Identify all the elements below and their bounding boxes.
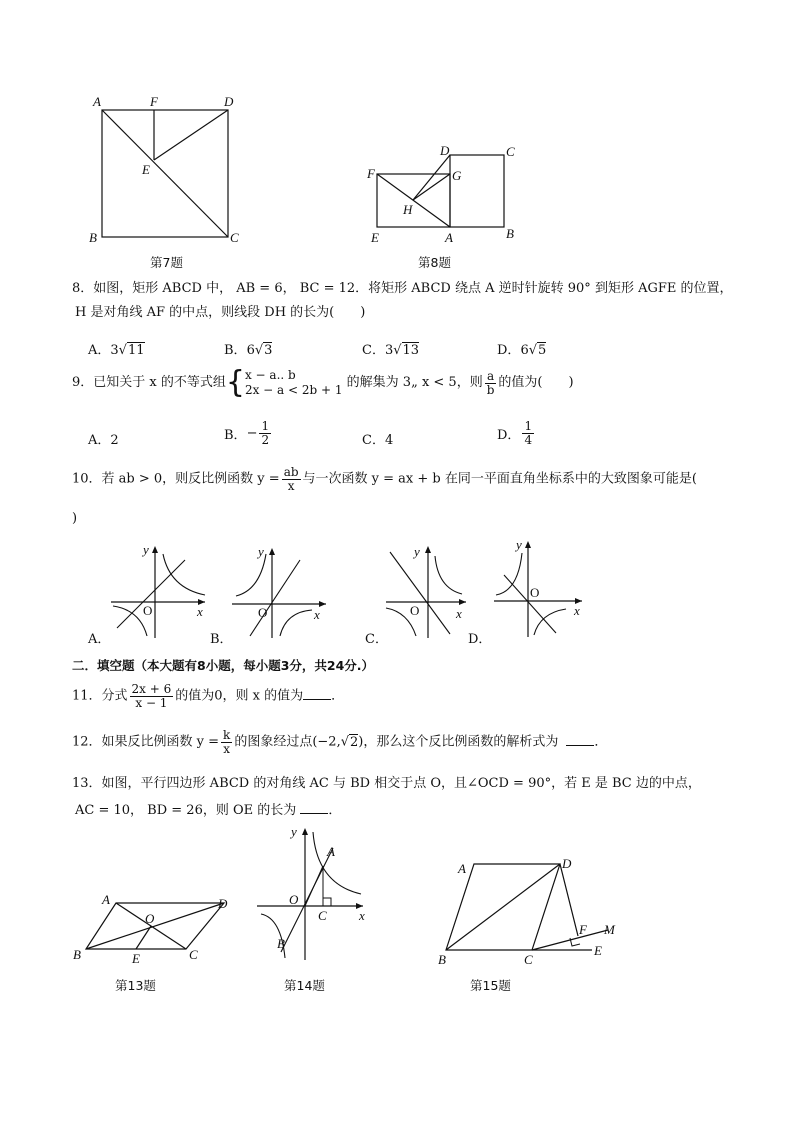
q8-option-d: D．6√5 <box>497 343 547 358</box>
svg-text:B: B <box>73 947 81 962</box>
q8-option-a: A．3√11 <box>88 343 145 358</box>
q10-label-b: B． <box>210 632 233 647</box>
section-2-heading: 二．填空题（本大题有8小题，每小题3分，共24分.） <box>72 658 375 673</box>
q8-line1: 8．如图，矩形 ABCD 中， AB = 6， BC = 12．将矩形 ABCD 绕点 A 逆时针旋转 90° 到矩形 AGFE 的位置， <box>72 281 733 296</box>
label-E: E <box>142 162 150 177</box>
svg-text:A: A <box>458 861 466 876</box>
fig13-caption: 第13题 <box>115 978 156 993</box>
q9-option-c: C．4 <box>362 433 394 448</box>
q8-option-b: B．6√3 <box>224 343 273 358</box>
q11-stem: 11．分式 $\frac{2x + 6}{x - 1}$ 的值为0，则 x 的值为 ． <box>72 682 345 710</box>
figure-8 <box>362 140 527 248</box>
label-B: B <box>506 226 514 241</box>
label-B: B <box>89 230 97 245</box>
svg-text:x: x <box>574 603 580 618</box>
svg-text:E: E <box>132 951 140 966</box>
q10-stem: 10．若 ab > 0，则反比例函数 y = $\frac{ab}{x}$ 与一次函数 y = ax + b 在同一平面直角坐标系中的大致图象可能是( <box>72 465 697 493</box>
q13-line2: AC = 10， BD = 26，则 OE 的长为 ． <box>75 803 342 818</box>
svg-text:D: D <box>218 896 228 911</box>
q8-line2: H 是对角线 AF 的中点，则线段 DH 的长为( ) <box>75 305 366 320</box>
svg-text:x: x <box>314 607 320 622</box>
fig7-caption: 第7题 <box>150 255 183 270</box>
figure-13 <box>68 885 238 970</box>
q10-graph-d <box>490 535 590 640</box>
label-C: C <box>506 144 515 159</box>
svg-text:O: O <box>143 603 153 618</box>
label-F: F <box>367 166 375 181</box>
svg-text:E: E <box>594 943 602 958</box>
label-E: E <box>371 230 379 245</box>
figure-15 <box>432 852 622 967</box>
svg-text:y: y <box>258 544 264 559</box>
svg-text:F: F <box>579 922 587 937</box>
figure-14 <box>255 822 375 962</box>
svg-text:D: D <box>562 856 572 871</box>
q10-label-a: A． <box>88 632 111 647</box>
label-G: G <box>452 168 462 183</box>
fig8-caption: 第8题 <box>418 255 451 270</box>
svg-text:y: y <box>291 824 297 839</box>
q13-line1: 13．如图，平行四边形 ABCD 的对角线 AC 与 BD 相交于点 O，且∠OCD = 90°，若 E 是 BC 边的中点， <box>72 776 701 791</box>
label-C: C <box>230 230 239 245</box>
svg-text:M: M <box>604 922 615 937</box>
label-A: A <box>93 94 101 109</box>
svg-text:O: O <box>410 603 420 618</box>
q10-label-c: C． <box>365 632 388 647</box>
svg-text:B: B <box>277 936 285 951</box>
svg-text:y: y <box>516 537 522 552</box>
q9-option-b: B．− $\frac{1}{2}$ <box>224 419 270 447</box>
q9-stem: 9．已知关于 x 的不等式组{x − a.. b 2x − a < 2b + 1 的解集为 3„ x < 5，则 $\frac{a}{b}$ 的值为( ) <box>72 365 574 400</box>
svg-text:C: C <box>524 952 533 967</box>
q10-graph-a <box>105 540 210 640</box>
svg-text:O: O <box>258 605 268 620</box>
q12-stem: 12．如果反比例函数 y = $\frac{k}{x}$ 的图象经过点(−2,√2)，那么这个反比例函数的解析式为 ． <box>72 728 608 756</box>
q10-graph-b <box>228 540 333 640</box>
figure-7 <box>85 90 255 250</box>
q10-stem-line2: ) <box>72 511 78 526</box>
svg-text:A: A <box>102 892 110 907</box>
q8-option-c: C．3√13 <box>362 343 420 358</box>
svg-text:y: y <box>414 544 420 559</box>
svg-text:x: x <box>456 606 462 621</box>
svg-text:A: A <box>327 844 335 859</box>
fig15-caption: 第15题 <box>470 978 511 993</box>
q10-graph-c <box>380 540 485 640</box>
svg-text:x: x <box>197 604 203 619</box>
svg-text:O: O <box>145 911 155 926</box>
label-D: D <box>440 143 450 158</box>
fig14-caption: 第14题 <box>284 978 325 993</box>
label-H: H <box>403 202 413 217</box>
svg-text:B: B <box>438 952 446 967</box>
svg-text:O: O <box>530 585 540 600</box>
svg-text:O: O <box>289 892 299 907</box>
q9-option-a: A．2 <box>88 433 119 448</box>
q10-label-d: D． <box>468 632 492 647</box>
svg-text:C: C <box>189 947 198 962</box>
label-A: A <box>445 230 453 245</box>
label-F: F <box>150 94 158 109</box>
label-D: D <box>224 94 234 109</box>
svg-text:x: x <box>359 908 365 923</box>
svg-text:C: C <box>318 908 327 923</box>
svg-text:y: y <box>143 542 149 557</box>
q9-option-d: D． $\frac{1}{4}$ <box>497 419 533 447</box>
